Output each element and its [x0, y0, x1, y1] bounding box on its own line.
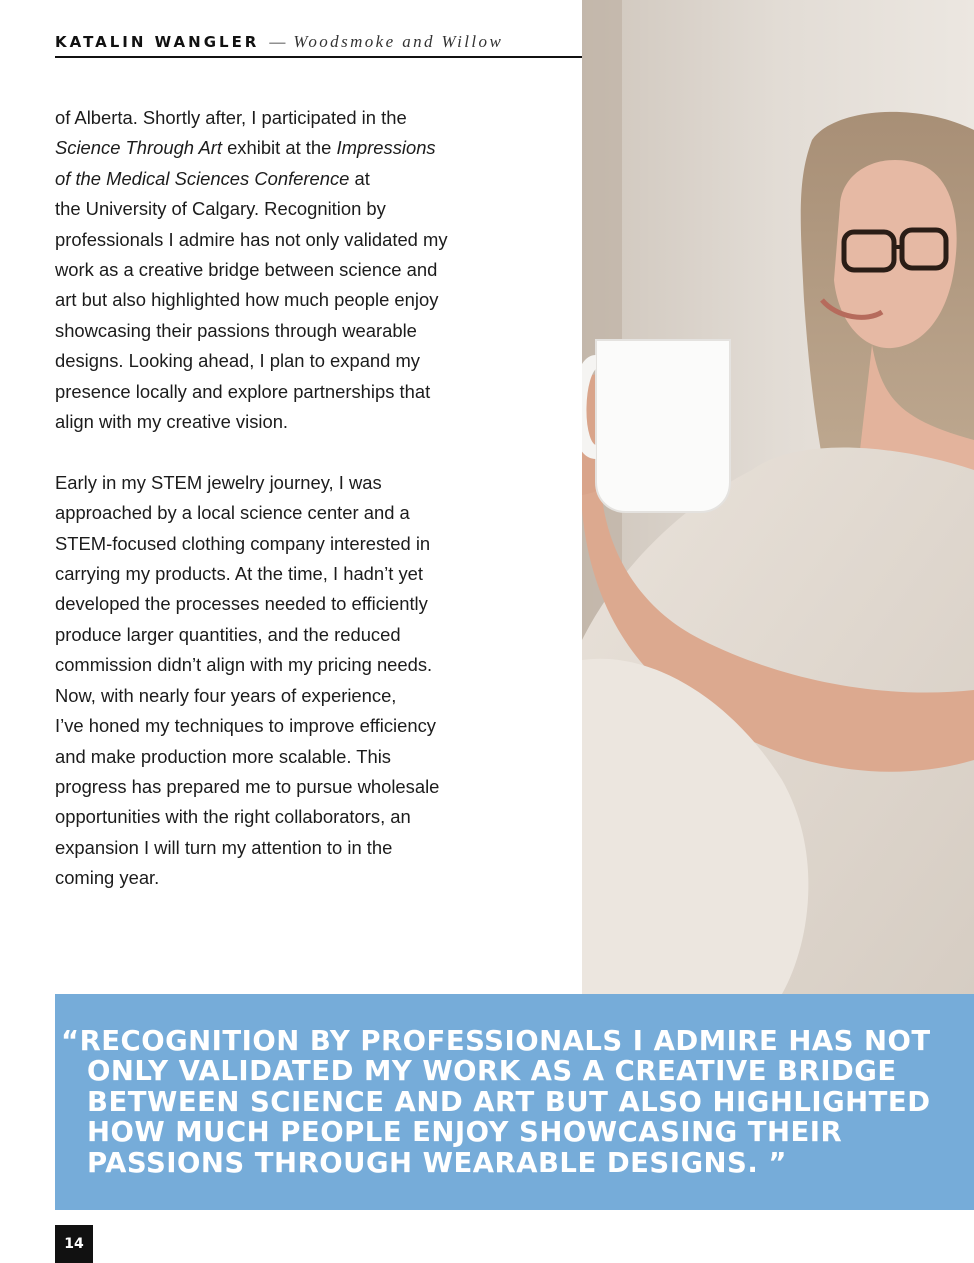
open-quote-mark: “	[61, 1025, 80, 1057]
text-line: presence locally and explore partnerships that	[55, 380, 431, 402]
text-line: align with my creative vision.	[55, 411, 289, 433]
portrait-photo	[582, 0, 974, 994]
text-line: and make production more scalable. This	[55, 745, 391, 767]
header-line	[55, 32, 503, 52]
pull-quote-box	[55, 994, 974, 1210]
text-line: the University of Calgary. Recognition by	[55, 198, 386, 220]
text-line: art but also highlighted how much people enjoy	[55, 289, 439, 311]
text-line: Now, with nearly four years of experience,	[55, 684, 397, 706]
text-line: approached by a local science center and a	[55, 502, 410, 524]
exhibit-title: Science Through Art	[55, 137, 222, 159]
text-line: produce larger quantities, and the reduced	[55, 623, 401, 645]
text-line: work as a creative bridge between science and	[55, 259, 438, 281]
text-line: commission didn’t align with my pricing needs.	[55, 654, 433, 676]
running-header	[55, 28, 582, 58]
publication-name: Woodsmoke and Willow	[293, 32, 504, 51]
pull-quote-line: BETWEEN SCIENCE AND ART BUT ALSO HIGHLIGHTED	[87, 1085, 931, 1118]
pull-quote-line: HOW MUCH PEOPLE ENJOY SHOWCASING THEIR	[87, 1116, 843, 1149]
text-line: of the Medical Sciences Conference at	[55, 167, 370, 189]
article-paragraph-2	[55, 468, 475, 894]
article-body	[55, 103, 475, 924]
text-line: Science Through Art exhibit at the Impressions	[55, 137, 436, 159]
text-line: STEM-focused clothing company interested in	[55, 532, 431, 554]
text-line: I’ve honed my techniques to improve efficiency	[55, 715, 436, 737]
header-separator: —	[269, 34, 286, 51]
text-line: carrying my products. At the time, I hadn’t yet	[55, 563, 423, 585]
text-line: showcasing their passions through wearable	[55, 319, 417, 341]
author-name: KATALIN WANGLER	[55, 33, 260, 51]
text-line: designs. Looking ahead, I plan to expand my	[55, 350, 421, 372]
text-line: expansion I will turn my attention to in the	[55, 836, 393, 858]
text-line: Early in my STEM jewelry journey, I was	[55, 471, 382, 493]
text-line: opportunities with the right collaborators, an	[55, 806, 411, 828]
pull-quote	[61, 1025, 967, 1179]
pull-quote-line: PASSIONS THROUGH WEARABLE DESIGNS. ”	[87, 1146, 787, 1179]
pull-quote-line: “RECOGNITION BY PROFESSIONALS I ADMIRE HAS NOT	[61, 1025, 931, 1057]
text-line: of Alberta. Shortly after, I participated in the	[55, 107, 407, 128]
article-paragraph-1	[55, 103, 475, 437]
conference-title-part1: Impressions	[336, 137, 436, 159]
portrait-illustration	[582, 0, 974, 994]
text-line: coming year.	[55, 867, 160, 889]
page-number: 14	[55, 1225, 93, 1263]
text-line: developed the processes needed to efficiently	[55, 593, 428, 615]
pull-quote-line: ONLY VALIDATED MY WORK AS A CREATIVE BRIDGE	[87, 1055, 897, 1088]
conference-title-part2: of the Medical Sciences Conference	[55, 167, 350, 189]
text-line: professionals I admire has not only validated my	[55, 228, 448, 250]
text-line: progress has prepared me to pursue wholesale	[55, 775, 440, 797]
